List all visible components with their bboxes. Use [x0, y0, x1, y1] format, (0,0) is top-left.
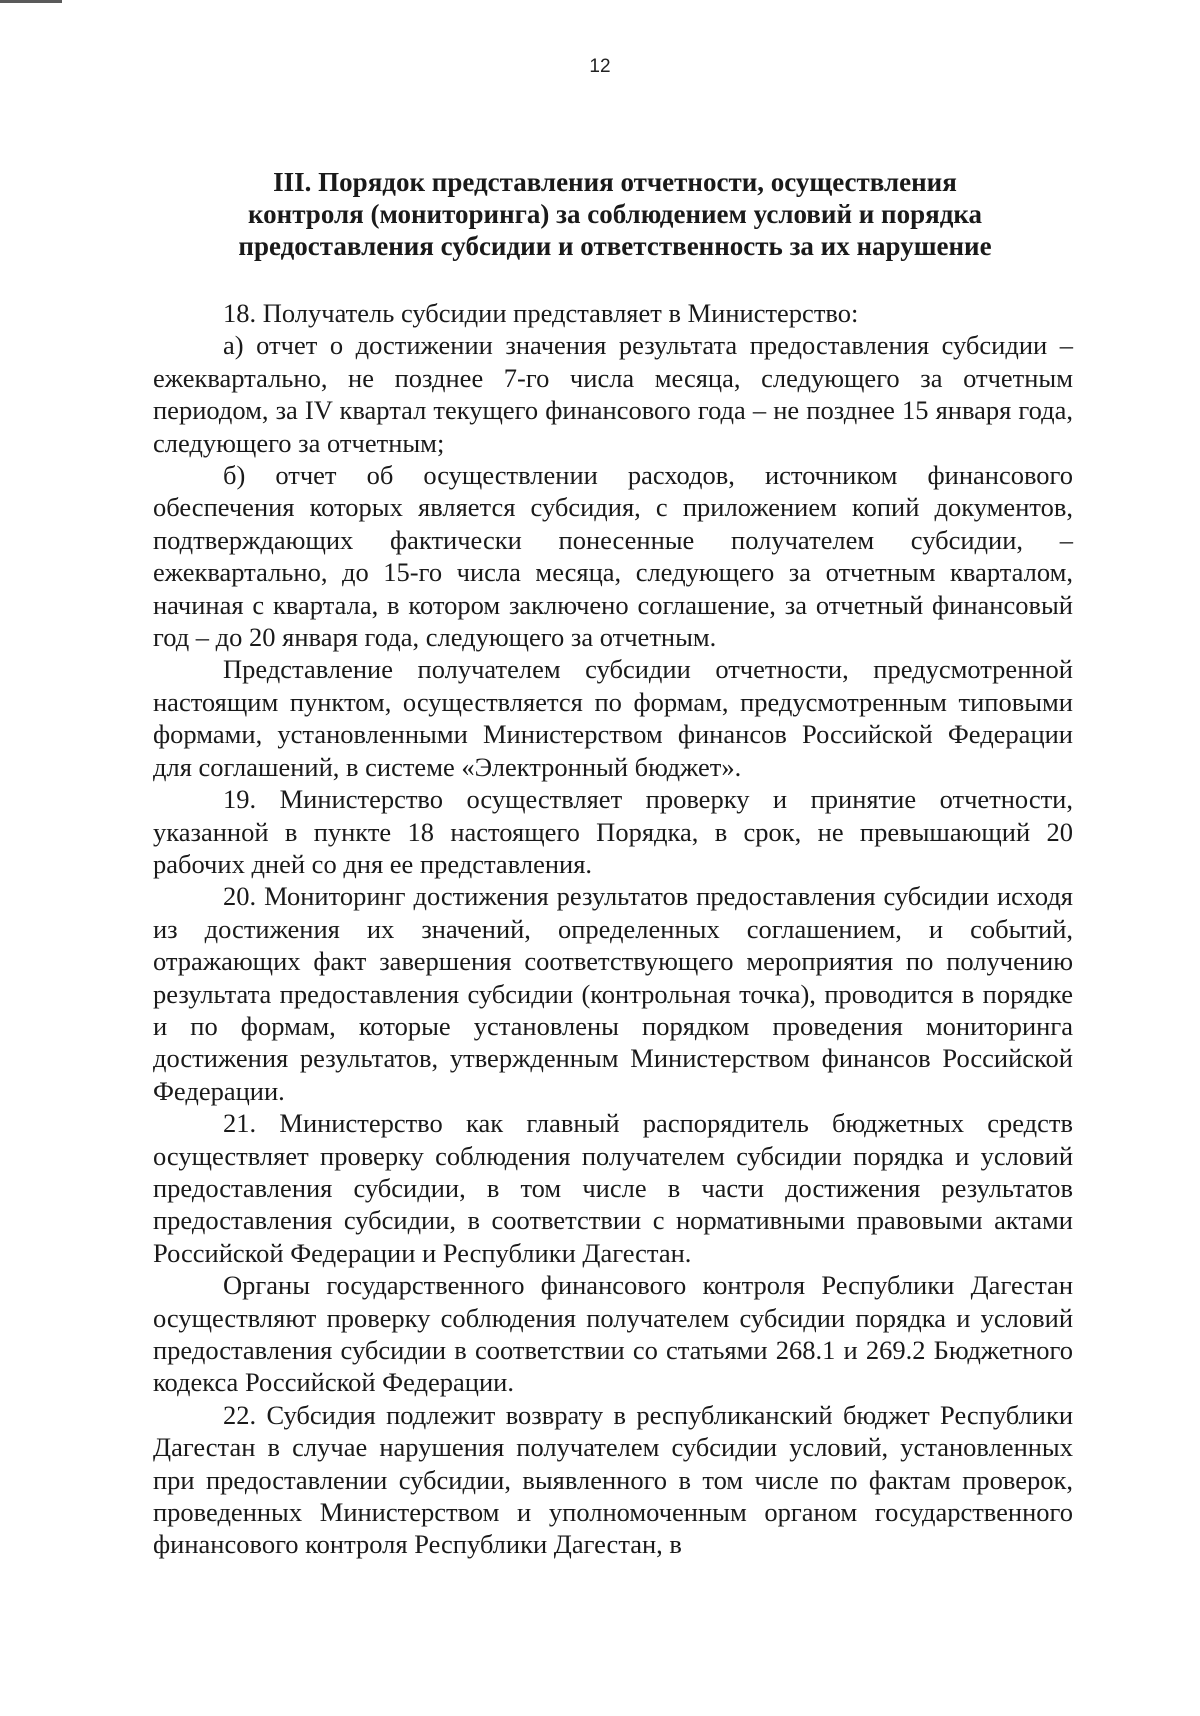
paragraph-20: 20. Мониторинг достижения результатов предоставления субсидии исходя из достижения их значений, определенных соглашением, и событий, отражающих факт завершения соответствующего мероприятия по получению результата предоставления субсидии (контрольная точка), проводится в порядке и по формам, которые установлены порядком проведения мониторинга достижения результатов, утвержденным Министерством финансов Российской Федерации. — [153, 881, 1073, 1106]
paragraph-18-a: а) отчет о достижении значения результата предоставления субсидии – ежеквартально, не позднее 7-го числа месяца, следующего за отчетным периодом, за IV квартал текущего финансового года – не позднее 15 января года, следующего за отчетным; — [153, 330, 1073, 458]
document-body — [153, 297, 1073, 1561]
paragraph-18-b: б) отчет об осуществлении расходов, источником финансового обеспечения которых является субсидия, с приложением копий документов, подтверждающих фактически понесенные получателем субсидии, – ежеквартально, до 15-го числа месяца, следующего за отчетным кварталом, начиная с квартала, в котором заключено соглашение, за отчетный финансовый год – до 20 января года, следующего за отчетным. — [153, 460, 1073, 653]
paragraph-financial-control: Органы государственного финансового контроля Республики Дагестан осуществляют проверку соблюдения получателем субсидии порядка и условий предоставления субсидии в соответствии со статьями 268.1 и 269.2 Бюджетного кодекса Российской Федерации. — [153, 1270, 1073, 1398]
section-heading-line: III. Порядок представления отчетности, осуществления — [273, 167, 957, 197]
paragraph-22: 22. Субсидия подлежит возврату в республиканский бюджет Республики Дагестан в случае нарушения получателем субсидии условий, установленных при предоставлении субсидии, выявленного в том числе по фактам проверок, проведенных Министерством и уполномоченным органом государственного финансового контроля Республики Дагестан, в — [153, 1399, 1073, 1560]
page-number: 12 — [589, 56, 611, 77]
paragraph-21: 21. Министерство как главный распорядитель бюджетных средств осуществляет проверку соблюдения получателем субсидии порядка и условий предоставления субсидии, в том числе в части достижения результатов предоставления субсидии, в соответствии с нормативными правовыми актами Российской Федерации и Республики Дагестан. — [153, 1108, 1073, 1268]
section-heading-line: предоставления субсидии и ответственность за их нарушение — [238, 231, 992, 261]
paragraph-19: 19. Министерство осуществляет проверку и принятие отчетности, указанной в пункте 18 настоящего Порядка, в срок, не превышающий 20 рабочих дней со дня ее представления. — [153, 784, 1073, 879]
paragraph-18-intro: 18. Получатель субсидии представляет в Министерство: — [223, 298, 859, 328]
section-heading — [150, 166, 1080, 262]
scan-edge-mark — [0, 0, 62, 3]
section-heading-line: контроля (мониторинга) за соблюдением условий и порядка — [247, 199, 983, 229]
paragraph-reporting-forms: Представление получателем субсидии отчетности, предусмотренной настоящим пунктом, осуществляется по формам, предусмотренным типовыми формами, установленными Министерством финансов Российской Федерации для соглашений, в системе «Электронный бюджет». — [153, 654, 1073, 782]
